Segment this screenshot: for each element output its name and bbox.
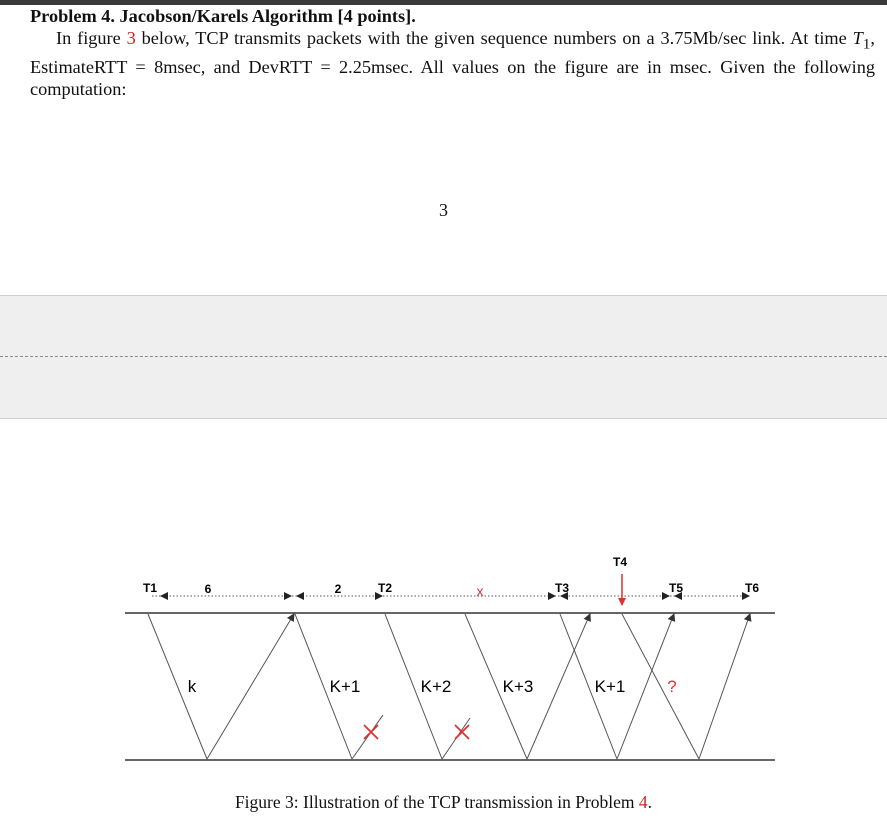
interval-arrow-b	[296, 592, 304, 600]
time-label-t3: T3	[554, 581, 570, 595]
ack-unknown-line	[699, 614, 750, 759]
problem-text: , EstimateRTT = 8msec, and DevRTT = 2.25msec. All values on the figure are in msec. Given the following computation:	[30, 28, 875, 99]
problem-title: Problem 4. Jacobson/Karels Algorithm [4 points].	[30, 6, 416, 26]
problem-text: In figure	[56, 28, 127, 48]
packet-label-k3: K+3	[502, 677, 534, 696]
t1-subscript: 1	[862, 35, 871, 53]
figure-reference-link[interactable]: 3	[126, 28, 136, 48]
ack-k3-line	[527, 614, 590, 759]
interval-label-2: 2	[334, 582, 342, 596]
packet-label-k1: K+1	[329, 677, 361, 696]
interval-arrow-a	[284, 592, 292, 600]
page-break-line	[0, 356, 887, 357]
packet-label-k1-retx: K+1	[594, 677, 626, 696]
packet-label-k2: K+2	[420, 677, 452, 696]
caption-suffix: .	[647, 792, 653, 812]
ack-k1-lost-line	[352, 715, 383, 759]
ack-k1-retx-line	[617, 614, 677, 759]
problem-statement	[30, 5, 875, 100]
loss-marker-top: x	[476, 583, 484, 599]
caption-text: Figure 3: Illustration of the TCP transmission in Problem	[234, 792, 639, 812]
problem-reference-link[interactable]: 4	[638, 792, 648, 812]
tcp-timeline-figure	[0, 540, 887, 780]
packet-k-line	[148, 614, 207, 759]
packet-label-k: k	[187, 677, 197, 696]
problem-body	[30, 27, 875, 100]
time-label-t1: T1	[142, 581, 158, 595]
ack-loss-markers	[364, 725, 469, 739]
t1-variable: T	[852, 28, 863, 48]
interval-arrow-t1	[160, 592, 168, 600]
packet-label-unknown: ?	[667, 677, 677, 696]
timeline-diagram	[0, 540, 887, 780]
ack-k-line	[207, 614, 294, 759]
problem-text: below, TCP transmits packets with the given sequence numbers on a 3.75Mb/sec link. At time	[135, 28, 853, 48]
page-gap	[0, 295, 887, 419]
interval-label-6: 6	[204, 582, 212, 596]
time-label-t5: T5	[668, 581, 684, 595]
figure-caption	[0, 792, 887, 813]
time-label-t4: T4	[612, 555, 628, 569]
packet-unknown-line	[622, 614, 699, 759]
page-number: 3	[439, 200, 448, 220]
time-label-t2: T2	[377, 581, 393, 595]
time-label-t6: T6	[744, 581, 760, 595]
